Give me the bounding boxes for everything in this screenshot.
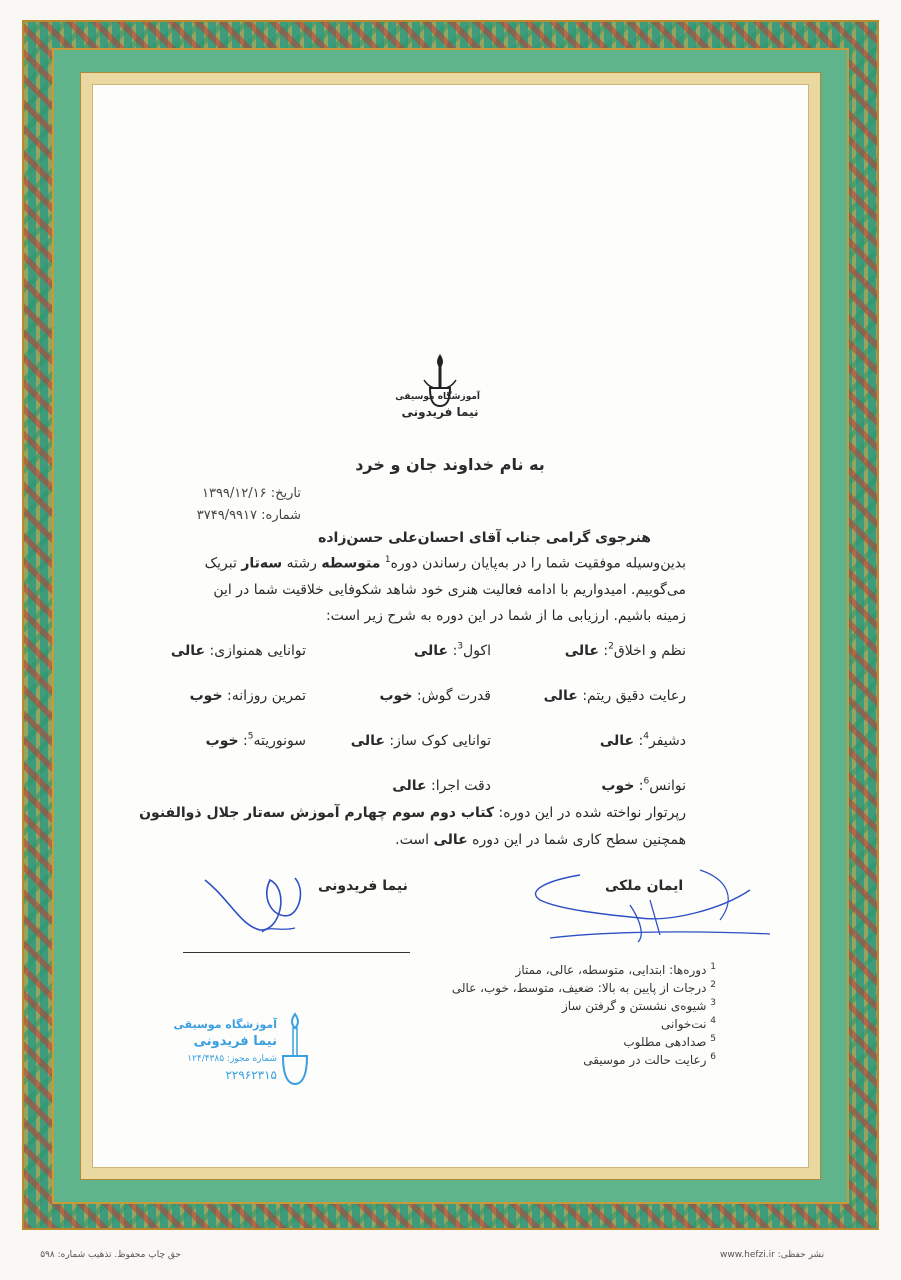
logo-text-line1: آموزشگاه موسیقی: [395, 392, 480, 402]
grade-item: توانایی کوک ساز: عالی: [350, 733, 491, 749]
grade-label: قدرت گوش: [421, 688, 491, 704]
grade-label: تمرین روزانه: [231, 688, 306, 704]
grade-item: توانایی همنوازی: عالی: [170, 643, 306, 659]
grade-value: عالی: [543, 688, 578, 704]
page-title: به نام خداوند جان و خرد: [355, 455, 545, 474]
date-label: تاریخ:: [270, 486, 301, 501]
logo-text-line2: نیما فریدونی: [401, 405, 479, 419]
repertoire-value: کتاب دوم سوم چهارم آموزش سه‌تار جلال ذوالفنون: [139, 805, 495, 821]
grade-footnote-ref: 5: [247, 731, 254, 742]
grade-item: قدرت گوش: خوب: [379, 688, 491, 704]
grade-label: توانایی همنوازی: [214, 643, 306, 659]
recipient-line: هنرجوی گرامی جناب آقای احسان‌علی حسن‌زاده: [318, 530, 651, 546]
date-line: [202, 486, 301, 501]
footnote-item: $^1$ دوره‌ها: ابتدایی، متوسطه، عالی، ممتاز: [515, 962, 716, 977]
school-stamp: [175, 1010, 325, 1090]
footer-publisher: www.hefzi.ir :نشر حفظی: [720, 1250, 825, 1260]
signer-left-name: نیما فریدونی: [318, 878, 408, 894]
number-label: شماره:: [261, 508, 301, 523]
grade-footnote-ref: 4: [643, 731, 649, 742]
grade-footnote-ref: 3: [457, 641, 464, 652]
grade-value: خوب: [189, 688, 223, 704]
signature-line: [183, 952, 410, 953]
grade-label: نوانس: [649, 778, 686, 794]
grade-value: خوب: [379, 688, 413, 704]
stamp-line-2: نیما فریدونی: [193, 1034, 277, 1049]
grade-value: عالی: [350, 733, 385, 749]
grade-label: دقت اجرا: [435, 778, 491, 794]
grade-item: سونوریته$^5$: خوب: [205, 731, 306, 749]
stamp-line-4: ۲۲۹۶۲۳۱۵: [225, 1068, 277, 1082]
grade-label: توانایی کوک ساز: [394, 733, 491, 749]
signature-right-icon: [520, 860, 780, 950]
grade-label: نظم و اخلاق: [613, 643, 686, 659]
grade-value: عالی: [413, 643, 449, 659]
number-line: [197, 508, 301, 523]
signer-right-name: ایمان ملکی: [605, 878, 684, 894]
footer-copyright: حق چاپ محفوظ. تذهیب شماره: ۵۹۸: [40, 1250, 181, 1260]
grade-value: عالی: [564, 643, 599, 659]
grade-item: نوانس$^6$: خوب: [601, 776, 686, 794]
body-line-3: زمینه باشیم. ارزیابی ما از شما در این دوره به شرح زیر است:: [325, 608, 686, 624]
grade-item: دشیفر$^4$: عالی: [599, 731, 686, 749]
number-value: ۳۷۴۹/۹۹۱۷: [196, 508, 258, 523]
footnote-item: $^6$ رعایت حالت در موسیقی: [583, 1052, 716, 1067]
grade-item: نظم و اخلاق$^2$: عالی: [564, 641, 686, 659]
repertoire-label: رپرتوار نواخته شده در این دوره:: [498, 805, 686, 821]
level-line: همچنین سطح کاری شما در این دوره عالی است.: [395, 832, 686, 848]
stamp-line-3: شماره مجوز: ۱۲۴/۴۳۸۵: [187, 1054, 277, 1064]
grade-footnote-ref: 6: [643, 776, 650, 787]
grade-label: اکول: [463, 643, 491, 659]
footnote-item: $^4$ نت‌خوانی: [661, 1016, 716, 1031]
body-line-1: بدین‌وسیله موفقیت شما را در به‌پایان رساندن دوره$^1$ متوسطه رشته سه‌تار تبریک: [204, 555, 686, 572]
footnote-item: $^3$ شیوه‌ی نشستن و گرفتن ساز: [561, 998, 716, 1013]
grade-footnote-ref: 2: [608, 641, 614, 652]
footnote-item: $^5$ صدادهی مطلوب: [623, 1034, 716, 1049]
date-value: ۱۳۹۹/۱۲/۱۶: [201, 486, 267, 501]
stamp-line-1: آموزشگاه موسیقی: [173, 1018, 277, 1031]
grade-value: خوب: [205, 733, 239, 749]
grade-label: رعایت دقیق ریتم: [587, 688, 686, 704]
grade-item: تمرین روزانه: خوب: [189, 688, 306, 704]
grade-label: دشیفر: [649, 733, 686, 749]
grade-value: عالی: [392, 778, 427, 794]
signature-left-icon: [200, 870, 320, 940]
grade-item: اکول$^3$: عالی: [413, 641, 491, 659]
footnote-item: $^2$ درجات از پایین به بالا: ضعیف، متوسط، خوب، عالی: [451, 980, 716, 995]
repertoire-line: [139, 805, 686, 821]
grade-value: عالی: [170, 643, 206, 659]
grade-label: سونوریته: [253, 733, 306, 749]
body-line-2: می‌گوییم. امیدواریم با ادامه فعالیت هنری خود شاهد شکوفایی خلاقیت شما در این: [213, 582, 686, 598]
grade-value: خوب: [601, 778, 635, 794]
grade-value: عالی: [599, 733, 635, 749]
grade-item: دقت اجرا: عالی: [392, 778, 491, 794]
grade-item: رعایت دقیق ریتم: عالی: [543, 688, 686, 704]
stamp-setar-icon: [275, 1010, 315, 1090]
